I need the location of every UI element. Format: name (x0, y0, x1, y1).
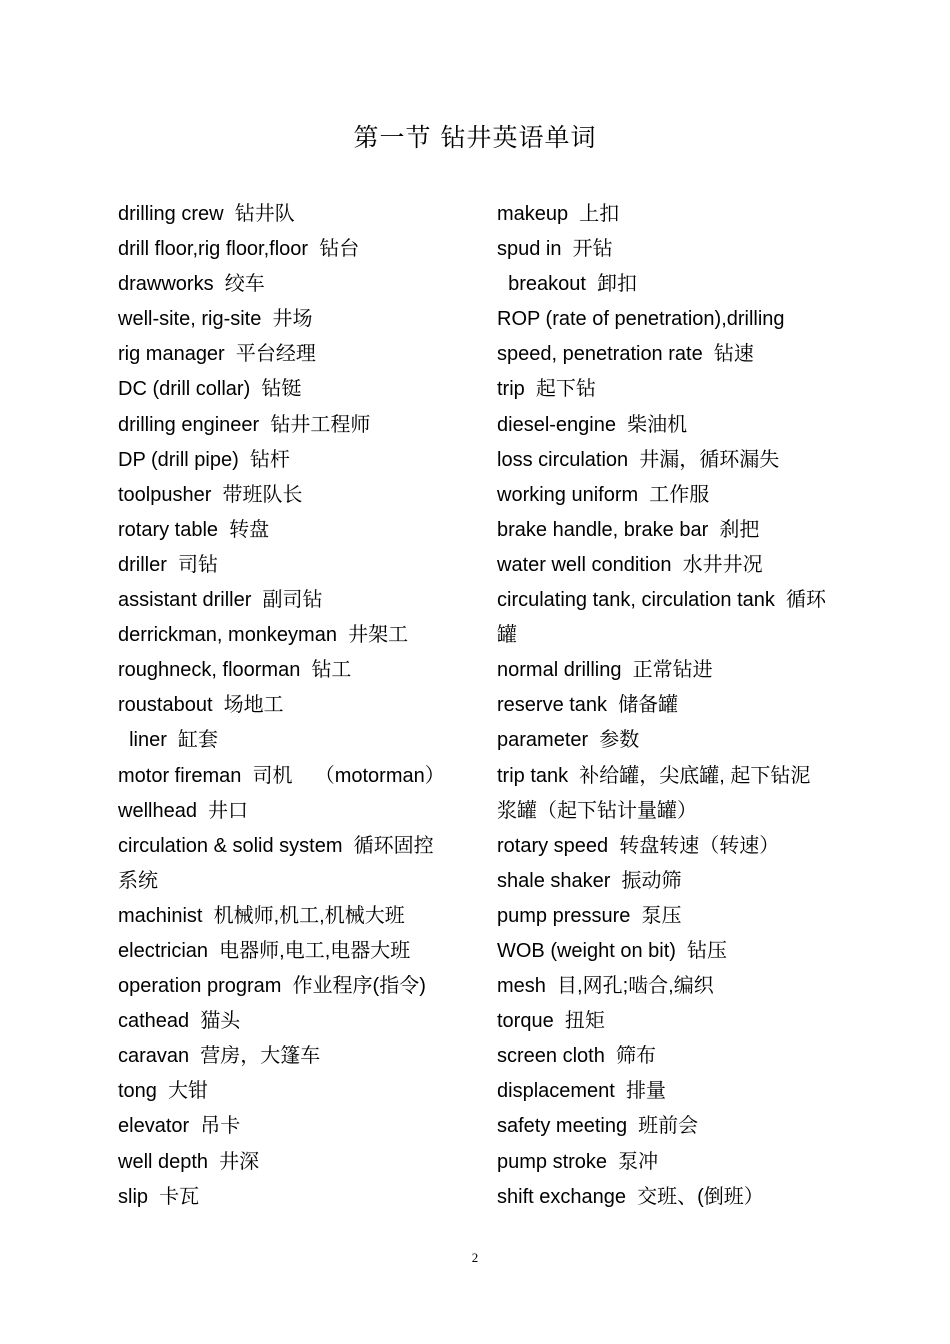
vocab-line: drilling engineer 钻井工程师 (118, 413, 371, 436)
vocab-line: circulation & solid system 循环固控 (118, 834, 434, 857)
vocab-line: cathead 猫头 (118, 1010, 241, 1033)
page-number: 2 (471, 1250, 479, 1265)
vocab-line: 系统 (118, 869, 158, 892)
vocab-line: DP (drill pipe) 钻杆 (118, 448, 290, 471)
vocab-line: assistant driller 副司钻 (118, 589, 323, 612)
vocab-line: normal drilling 正常钻进 (497, 659, 713, 682)
vocab-line: caravan 营房，大篷车 (118, 1045, 321, 1068)
vocab-line: 浆罐（起下钻计量罐） (497, 799, 697, 822)
vocab-line: derrickman, monkeyman 井架工 (118, 624, 409, 647)
vocab-line: roughneck, floorman 钻工 (118, 659, 352, 682)
vocab-line: trip tank 补给罐，尖底罐, 起下钻泥 (497, 764, 811, 787)
vocab-line: safety meeting 班前会 (497, 1115, 699, 1138)
vocab-line: displacement 排量 (497, 1080, 666, 1103)
vocab-line: slip 卡瓦 (118, 1185, 200, 1208)
vocab-line: DC (drill collar) 钻铤 (118, 378, 302, 401)
vocab-line: wellhead 井口 (118, 799, 249, 822)
vocab-line: motor fireman 司机 （motorman） (118, 764, 445, 787)
vocab-line: shale shaker 振动筛 (497, 869, 682, 892)
vocab-line: well depth 井深 (118, 1150, 260, 1173)
vocab-line: elevator 吊卡 (118, 1115, 241, 1138)
vocab-line: diesel-engine 柴油机 (497, 413, 688, 436)
vocab-line: makeup 上扣 (497, 203, 620, 225)
vocab-line: reserve tank 储备罐 (497, 694, 679, 717)
vocab-line: parameter 参数 (497, 729, 640, 752)
vocab-line: machinist 机械师,机工,机械大班 (118, 904, 405, 927)
vocab-line: pump stroke 泵冲 (497, 1150, 659, 1173)
vocab-line: water well condition 水井井况 (497, 553, 763, 576)
vocab-line: roustabout 场地工 (118, 694, 284, 717)
vocab-line: breakout 卸扣 (497, 273, 638, 296)
vocab-line: drawworks 绞车 (118, 273, 265, 296)
vocab-line: spud in 开钻 (497, 238, 613, 261)
vocab-line: shift exchange 交班、(倒班） (497, 1185, 764, 1208)
vocab-line: speed, penetration rate 钻速 (497, 343, 754, 366)
vocab-line: brake handle, brake bar 刹把 (497, 518, 760, 541)
vocab-line: ROP (rate of penetration),drilling (497, 308, 785, 331)
vocab-line: tong 大钳 (118, 1080, 209, 1103)
vocab-line: trip 起下钻 (497, 378, 596, 401)
vocab-line: pump pressure 泵压 (497, 904, 682, 927)
vocab-line: drilling crew 钻井队 (118, 203, 295, 225)
vocab-line: electrician 电器师,电工,电器大班 (118, 939, 411, 962)
left-column (118, 197, 488, 1215)
vocab-line: WOB (weight on bit) 钻压 (497, 939, 728, 962)
vocab-line: rotary table 转盘 (118, 518, 270, 541)
vocab-line: drill floor,rig floor,floor 钻台 (118, 238, 360, 261)
vocab-line: mesh 目,网孔;啮合,编织 (497, 975, 714, 998)
vocab-line: toolpusher 带班队长 (118, 483, 303, 506)
vocab-line: liner 缸套 (118, 729, 219, 752)
vocab-line: torque 扭矩 (497, 1010, 605, 1033)
vocab-line: working uniform 工作服 (497, 483, 710, 506)
vocab-line: well-site, rig-site 井场 (118, 308, 313, 331)
vocab-line: loss circulation 井漏，循环漏失 (497, 448, 780, 471)
vocab-line: operation program 作业程序(指令) (118, 975, 426, 998)
vocab-line: rotary speed 转盘转速（转速） (497, 834, 780, 857)
right-column (497, 197, 857, 1215)
vocab-line: rig manager 平台经理 (118, 343, 316, 366)
vocab-line: circulating tank, circulation tank 循环 (497, 589, 827, 612)
vocab-line: driller 司钻 (118, 553, 219, 576)
vocab-line: screen cloth 筛布 (497, 1045, 656, 1068)
page-title: 第一节 钻井英语单词 (353, 123, 597, 152)
vocab-line: 罐 (497, 624, 517, 647)
